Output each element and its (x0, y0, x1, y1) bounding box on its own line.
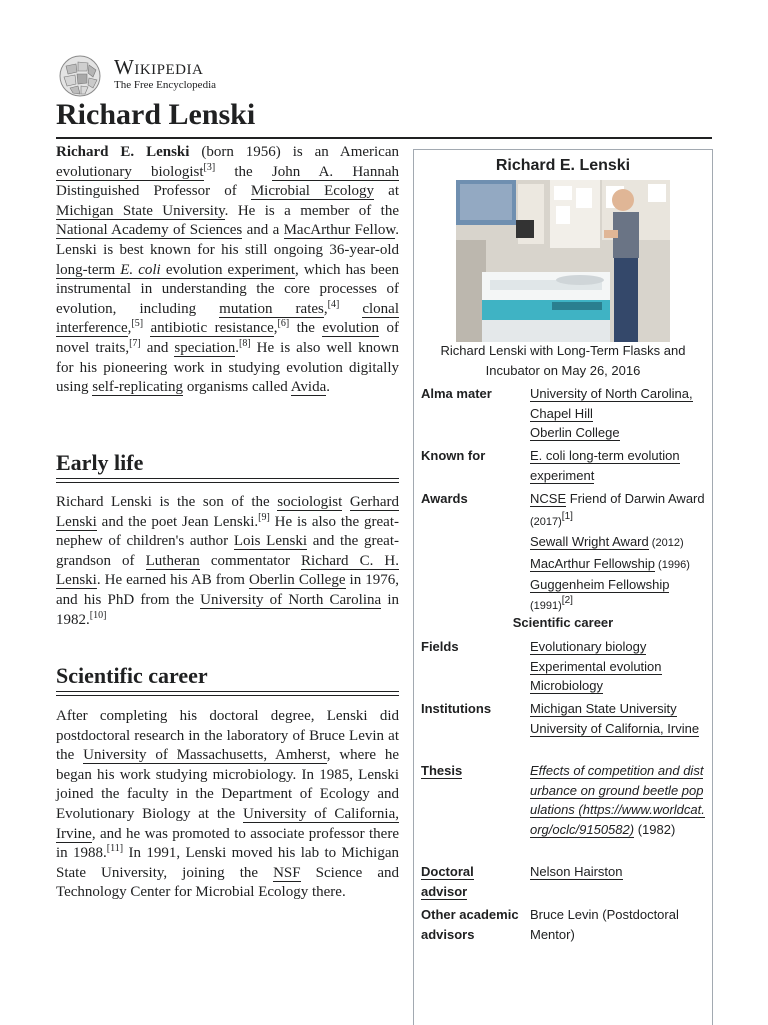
ref-11[interactable]: [11] (106, 843, 124, 855)
link-evolutionary-biologist[interactable]: evolutionary biologist (56, 163, 204, 180)
wikipedia-wordmark[interactable]: Wikipedia (114, 55, 204, 79)
link-avida[interactable]: Avida (290, 379, 327, 396)
link-umass-amherst[interactable]: University of Massachusetts, Amherst (83, 747, 327, 764)
wikipedia-globe-logo[interactable] (56, 54, 104, 98)
link-lutheran[interactable]: Lutheran (145, 552, 200, 569)
lenski-lab-photo[interactable] (456, 180, 670, 342)
link-macarthur-fellow[interactable]: MacArthur Fellow (283, 222, 396, 239)
ref-6[interactable]: [6] (277, 318, 290, 330)
ref-9[interactable]: [9] (258, 511, 270, 523)
link-guggenheim-fellowship[interactable]: Guggenheim Fellowship (530, 577, 670, 592)
link-john-a-hannah[interactable]: John A. Hannah (271, 163, 399, 180)
infobox: Richard E. Lenski Richard Lenski with Long-Term Flasks and Incubator on May 26, 2016 Alma mater University of North Carolina, Chapel Hill Oberlin College Known for E. coli long-term evolution experiment Awards NCSE Friend of Darwin Award (2017)[1] Sewall Wright Award (2012) MacArthur Fellowship (1996) Guggenheim Fellowship (1991)[2] Scientific career Fields Evolutionary biology Experimental evolution Microbiology Institutions Michigan State University University of California, Irvine Thesis Effects of competition and disturbance on ground beetle populations (https://www.worldcat.org/oclc/9150582) (1982) Doctoral advisor Nelson Hairston Other academic advisors Bruce Levin (Postdoctoral Mentor) (413, 149, 713, 1025)
link-national-academy-of-sciences[interactable]: National Academy of Sciences (56, 222, 243, 239)
link-long-term-evolution-experiment[interactable]: long-term E. coli evolution experiment (56, 261, 296, 278)
infobox-section-scientific-career: Scientific career (512, 615, 614, 630)
link-lois-lenski[interactable]: Lois Lenski (233, 533, 308, 550)
link-michigan-state-university[interactable]: Michigan State University (56, 202, 225, 219)
ref-10[interactable]: [10] (89, 609, 107, 621)
link-thesis[interactable]: Thesis (421, 763, 463, 778)
ref-4[interactable]: [4] (327, 298, 340, 310)
heading-scientific-career: Scientific career (56, 663, 208, 688)
link-richard-c-h-lenski[interactable]: Richard C. H. Lenski (56, 552, 399, 589)
heading-divider (56, 691, 399, 696)
link-oberlin-college-infobox[interactable]: Oberlin College (530, 425, 620, 440)
link-nsf[interactable]: NSF (273, 864, 301, 881)
link-clonal-interference[interactable]: clonal interference (56, 300, 399, 337)
title-divider (56, 137, 712, 139)
link-university-of-north-carolina[interactable]: University of North Carolina (200, 591, 382, 608)
link-msu-infobox[interactable]: Michigan State University (530, 701, 677, 716)
early-life-paragraph: Richard Lenski is the son of the sociologist Gerhard Lenski and the poet Jean Lenski.[9] He is also the great-nephew of children's author Lois Lenski and the great-grandson of Lutheran commentator Richard C. H. Lenski. He earned his AB from Oberlin College in 1976, and his PhD from the University of North Carolina in 1982.[10] (56, 494, 400, 628)
link-microbial-ecology[interactable]: Microbial Ecology (250, 183, 375, 200)
photo-caption: Richard Lenski with Long-Term Flasks and Incubator on May 26, 2016 (440, 343, 686, 378)
ref-1[interactable]: [1] (561, 510, 573, 522)
link-evolution[interactable]: evolution (322, 320, 380, 337)
link-gerhard-lenski[interactable]: Gerhard Lenski (56, 494, 400, 530)
link-doctoral-advisor[interactable]: Doctoral advisor (421, 864, 474, 899)
link-unc-chapel-hill[interactable]: University of North Carolina, Chapel Hill (530, 386, 693, 421)
link-ltee-infobox[interactable]: E. coli long-term evolution experiment (530, 448, 680, 483)
link-mutation-rates[interactable]: mutation rates (219, 300, 324, 317)
link-uci-infobox[interactable]: University of California, Irvine (530, 720, 700, 736)
link-ncse[interactable]: NCSE (530, 491, 567, 506)
ref-3[interactable]: [3] (203, 161, 216, 173)
link-experimental-evolution[interactable]: Experimental evolution (530, 658, 662, 674)
intro-paragraph: Richard E. Lenski (born 1956) is an American evolutionary biologist[3] the John A. Hannah Distinguished Professor of Microbial Ecology at Michigan State University. He is a member of the National Academy of Sciences and a MacArthur Fellow. Lenski is best known for his still ongoing 36-year-old long-term E. coli evolution experiment, which has been instrumental in understanding the core processes of evolution, including mutation rates,[4] clonal interference,[5] antibiotic resistance,[6] the evolution of novel traits,[7] and speciation.[8] He is also well known for his pioneering work in studying evolution digitally using self-replicating organisms called Avida. (56, 144, 400, 396)
link-microbiology[interactable]: Microbiology (530, 678, 603, 693)
career-paragraph: After completing his doctoral degree, Lenski did postdoctoral research in the laboratory of Bruce Levin at the University of Massachusetts, Amherst, where he began his work studying microbiology. In 1985, Lenski joined the faculty in the Department of Ecology and Evolutionary Biology at the University of California, Irvine, and he was promoted to associate professor there in 1988.[11] In 1991, Lenski moved his lab to Michigan State University, joining the NSF Science and Technology Center for Microbial Ecology there. (56, 708, 399, 901)
ref-2[interactable]: [2] (561, 594, 573, 606)
link-speciation[interactable]: speciation (174, 339, 236, 356)
link-antibiotic-resistance[interactable]: antibiotic resistance (150, 320, 274, 337)
link-sewall-wright-award[interactable]: Sewall Wright Award (530, 534, 649, 549)
infobox-title: Richard E. Lenski (495, 157, 631, 174)
ref-7[interactable]: [7] (129, 337, 141, 349)
heading-divider (56, 478, 399, 483)
link-uc-irvine[interactable]: University of California, Irvine (56, 805, 399, 842)
link-self-replicating[interactable]: self-replicating (92, 379, 184, 396)
link-nelson-hairston[interactable]: Nelson Hairston (530, 864, 623, 879)
link-oberlin-college[interactable]: Oberlin College (248, 572, 346, 589)
heading-early-life: Early life (56, 450, 144, 475)
link-macarthur-fellowship[interactable]: MacArthur Fellowship (530, 555, 655, 571)
link-evolutionary-biology[interactable]: Evolutionary biology (530, 639, 647, 654)
link-thesis-worldcat[interactable]: Effects of competition and disturbance on ground beetle populations (https://www.worldcat.org/oclc/9150582) (530, 763, 705, 837)
wikipedia-tagline: The Free Encyclopedia (114, 79, 217, 91)
link-sociologist[interactable]: sociologist (277, 494, 343, 510)
page-title: Richard Lenski (56, 98, 256, 131)
ref-8[interactable]: [8] (239, 337, 251, 349)
ref-5[interactable]: [5] (131, 318, 144, 330)
